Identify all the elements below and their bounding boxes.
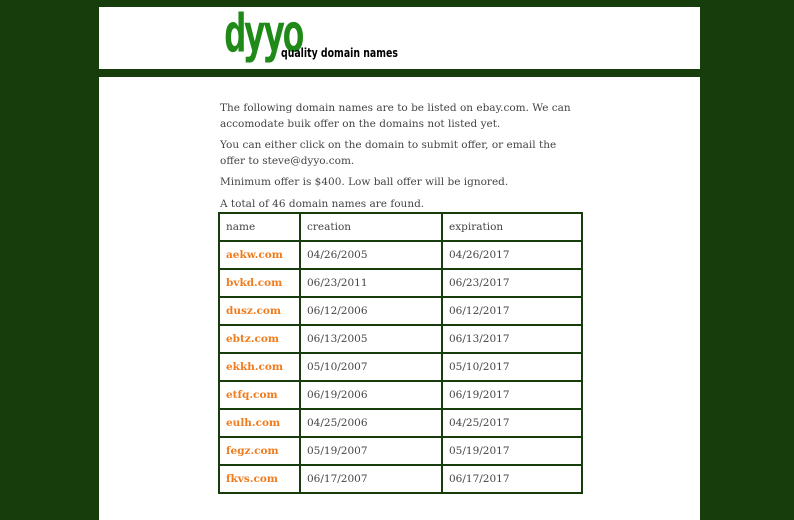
intro-paragraph-listing: The following domain names are to be listed on ebay.com. We can accomodate buik offer on the domains not listed yet. [220, 102, 571, 130]
intro-paragraph-contact: You can either click on the domain to submit offer, or email the offer to steve@dyyo.com. [220, 139, 557, 167]
expiration-date-cell: 05/19/2017 [442, 437, 582, 465]
domain-name-cell [219, 465, 300, 493]
domain-link[interactable]: bvkd.com [226, 277, 283, 289]
table-row [219, 297, 582, 325]
expiration-date-cell: 04/25/2017 [442, 409, 582, 437]
creation-date-cell: 05/10/2007 [300, 353, 442, 381]
table-row [219, 353, 582, 381]
domain-link[interactable]: ekkh.com [226, 361, 284, 373]
domain-name-cell [219, 297, 300, 325]
table-header-row [219, 213, 582, 241]
creation-date-cell: 06/13/2005 [300, 325, 442, 353]
expiration-date-cell: 06/13/2017 [442, 325, 582, 353]
table-row [219, 241, 582, 269]
creation-date-cell: 06/12/2006 [300, 297, 442, 325]
intro-paragraph-minimum: Minimum offer is $400. Low ball offer will be ignored. [220, 176, 509, 188]
creation-date-cell: 06/19/2006 [300, 381, 442, 409]
table-row [219, 325, 582, 353]
expiration-date-cell: 06/23/2017 [442, 269, 582, 297]
expiration-date-cell: 04/26/2017 [442, 241, 582, 269]
domain-name-cell [219, 269, 300, 297]
table-row [219, 269, 582, 297]
domain-name-cell [219, 437, 300, 465]
domain-link[interactable]: ebtz.com [226, 333, 279, 345]
column-header-expiration: expiration [442, 213, 582, 241]
logo[interactable] [224, 3, 424, 65]
table-row [219, 381, 582, 409]
domain-link[interactable]: dusz.com [226, 305, 282, 317]
logo-wordmark: dyyo [224, 3, 302, 65]
logo-tagline: quality domain names [281, 46, 398, 60]
table-row [219, 437, 582, 465]
expiration-date-cell: 06/17/2017 [442, 465, 582, 493]
domain-link[interactable]: eulh.com [226, 417, 281, 429]
domain-name-cell [219, 241, 300, 269]
expiration-date-cell: 05/10/2017 [442, 353, 582, 381]
creation-date-cell: 04/25/2006 [300, 409, 442, 437]
creation-date-cell: 06/17/2007 [300, 465, 442, 493]
domain-table [218, 212, 583, 494]
domain-count-text: A total of 46 domain names are found. [220, 198, 425, 210]
column-header-creation: creation [300, 213, 442, 241]
domain-name-cell [219, 409, 300, 437]
expiration-date-cell: 06/19/2017 [442, 381, 582, 409]
table-row [219, 409, 582, 437]
domain-link[interactable]: etfq.com [226, 389, 278, 401]
domain-link[interactable]: aekw.com [226, 249, 283, 261]
column-header-name: name [219, 213, 300, 241]
creation-date-cell: 05/19/2007 [300, 437, 442, 465]
domain-link[interactable]: fkvs.com [226, 473, 278, 485]
domain-name-cell [219, 353, 300, 381]
creation-date-cell: 04/26/2005 [300, 241, 442, 269]
table-row [219, 465, 582, 493]
header [99, 3, 700, 69]
creation-date-cell: 06/23/2011 [300, 269, 442, 297]
domain-name-cell [219, 381, 300, 409]
expiration-date-cell: 06/12/2017 [442, 297, 582, 325]
domain-link[interactable]: fegz.com [226, 445, 279, 457]
domain-name-cell [219, 325, 300, 353]
main-content [99, 77, 700, 520]
